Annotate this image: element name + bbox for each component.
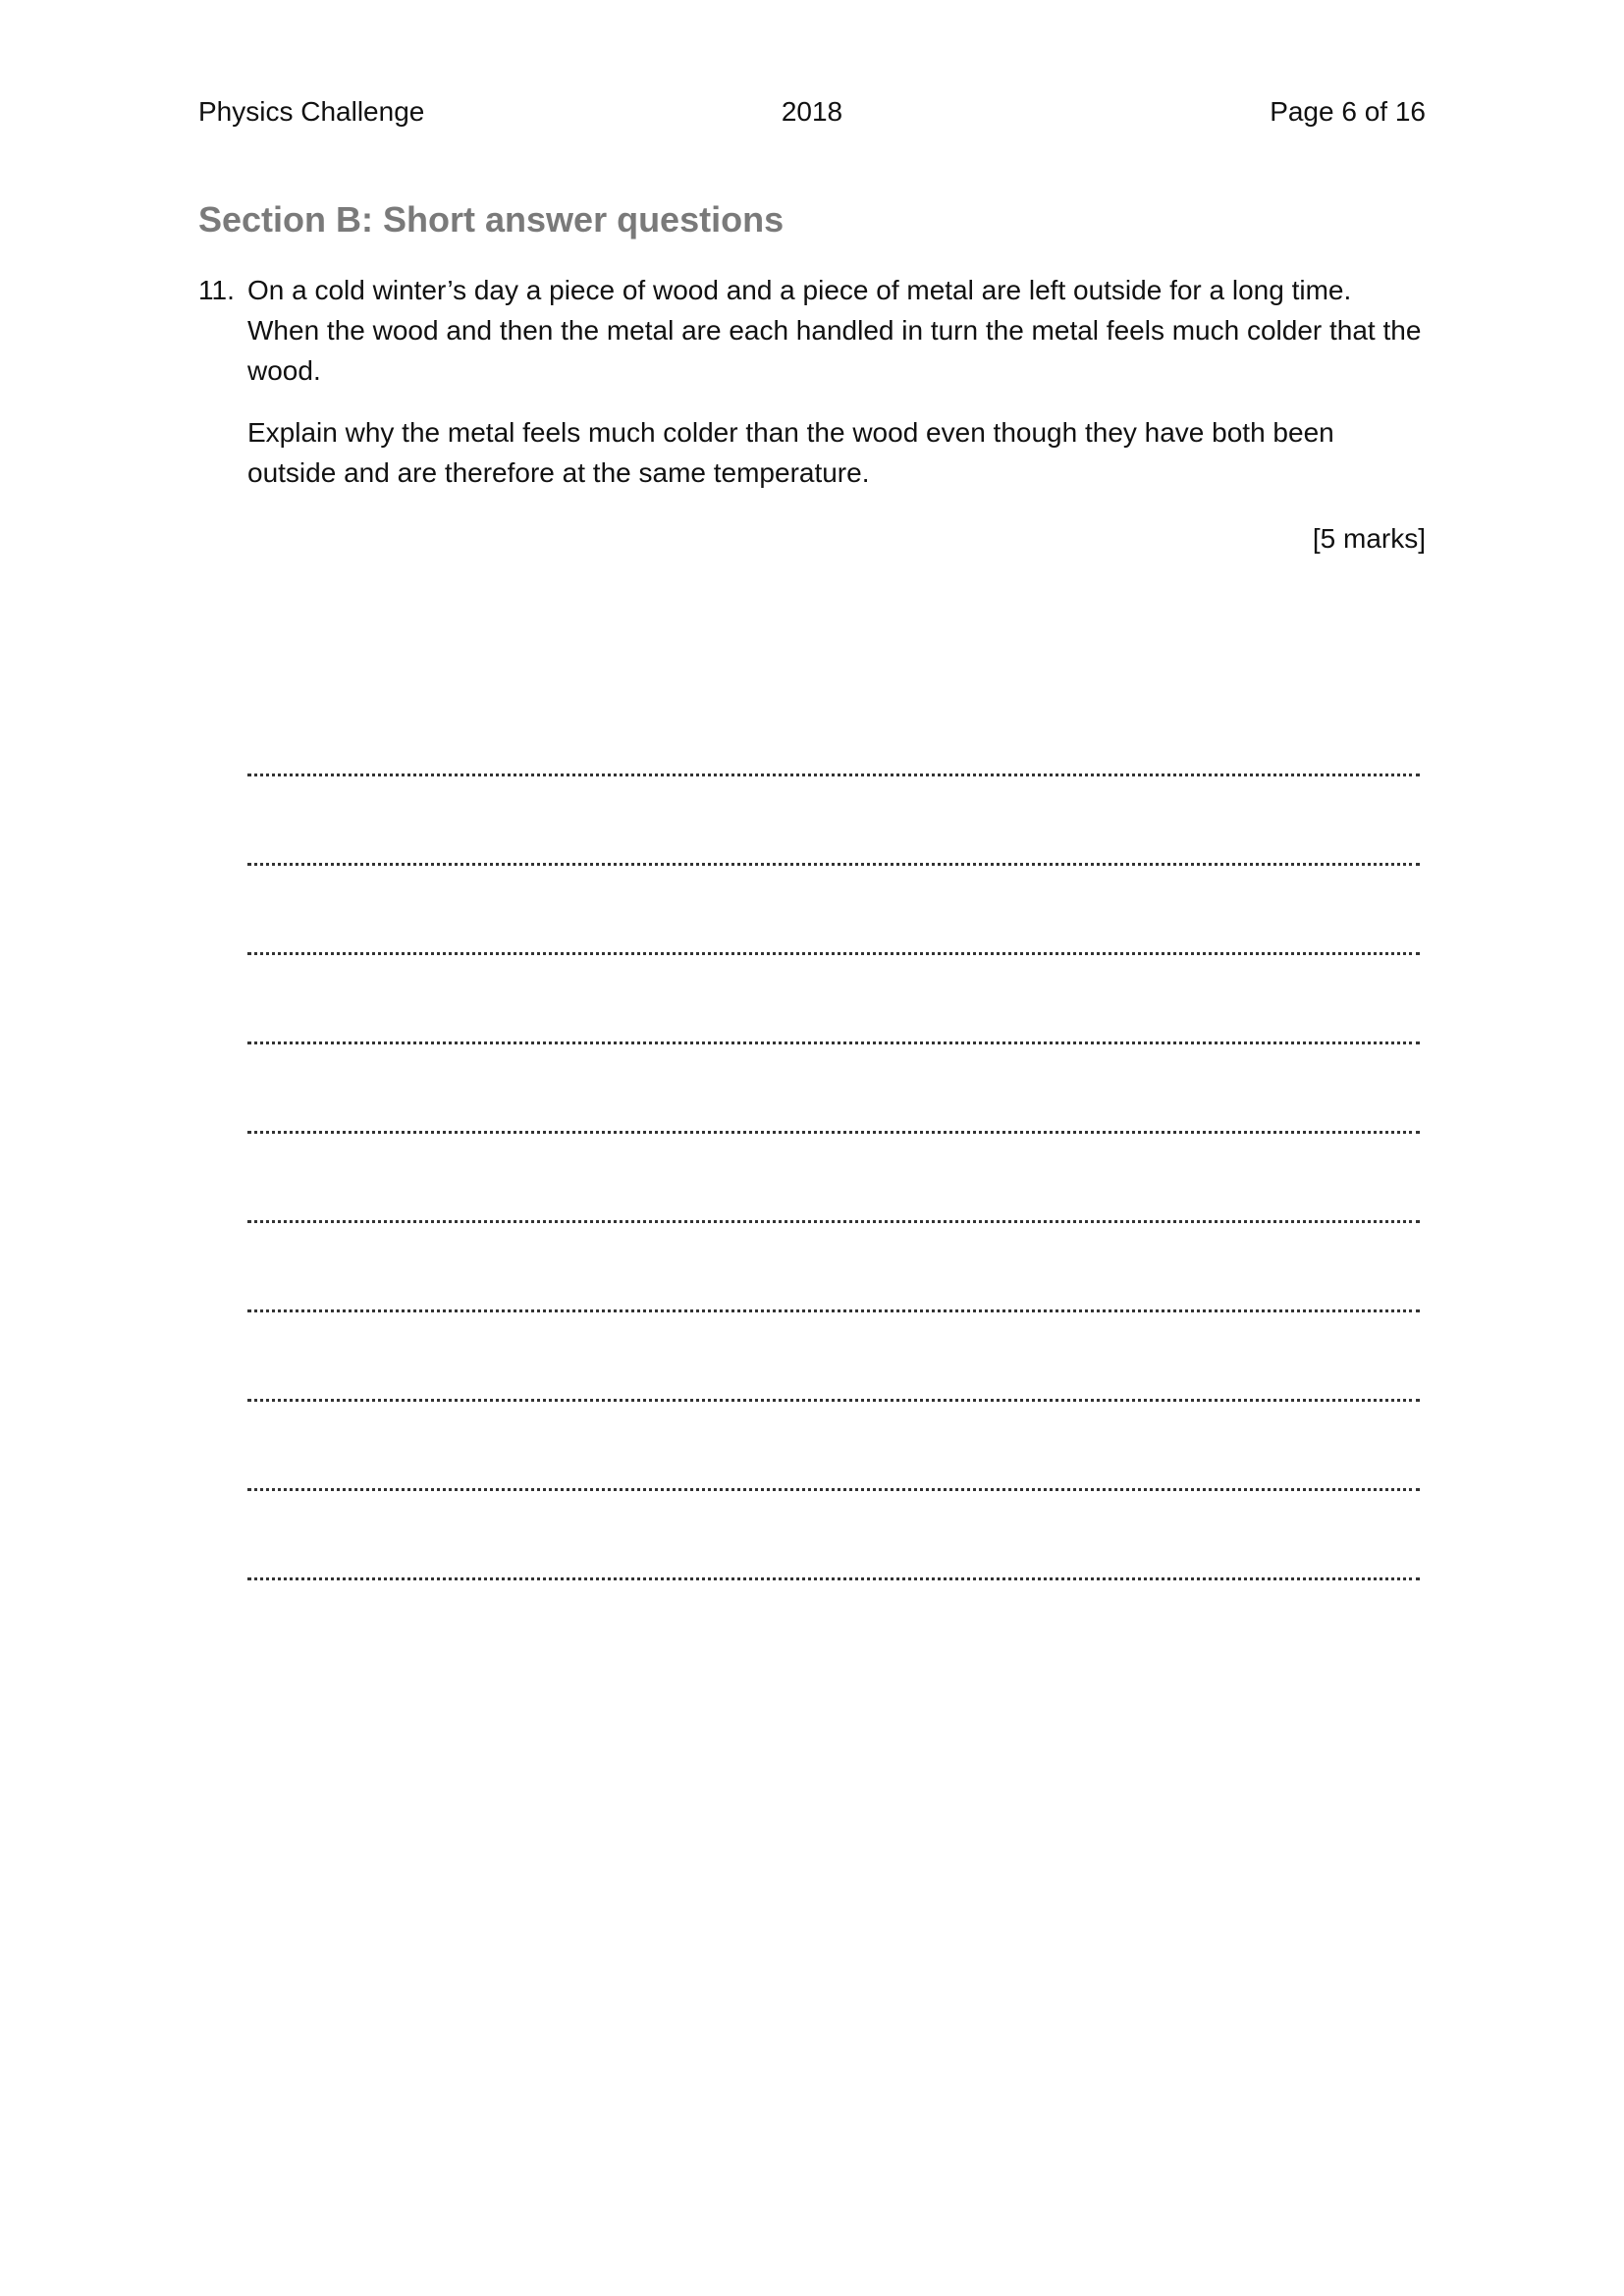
question-11 (198, 270, 1426, 559)
section-title: Section B: Short answer questions (198, 199, 785, 240)
answer-line[interactable] (247, 1312, 1420, 1402)
answer-line[interactable] (247, 687, 1420, 776)
question-paragraph-1: On a cold winter’s day a piece of wood and a piece of metal are left outside for a long time. When the wood and then the metal are each handled in turn the metal feels much colder that the wood. (247, 275, 1422, 386)
answer-line[interactable] (247, 955, 1420, 1044)
answer-line[interactable] (247, 1134, 1420, 1223)
question-body (247, 270, 1426, 559)
answer-line[interactable] (247, 1223, 1420, 1312)
header-year: 2018 (781, 96, 843, 127)
page-header (198, 96, 1426, 135)
answer-line[interactable] (247, 866, 1420, 955)
answer-line[interactable] (247, 1491, 1420, 1580)
question-number: 11. (198, 275, 235, 305)
header-subject: Physics Challenge (198, 96, 425, 127)
header-page-number: Page 6 of 16 (1270, 96, 1426, 127)
question-paragraph-2: Explain why the metal feels much colder than the wood even though they have both been outside and are therefore at the same temperature. (247, 417, 1334, 488)
answer-area[interactable] (247, 687, 1426, 1580)
question-marks: [5 marks] (1312, 523, 1426, 554)
answer-line[interactable] (247, 1402, 1420, 1491)
answer-line[interactable] (247, 1044, 1420, 1134)
answer-line[interactable] (247, 776, 1420, 866)
